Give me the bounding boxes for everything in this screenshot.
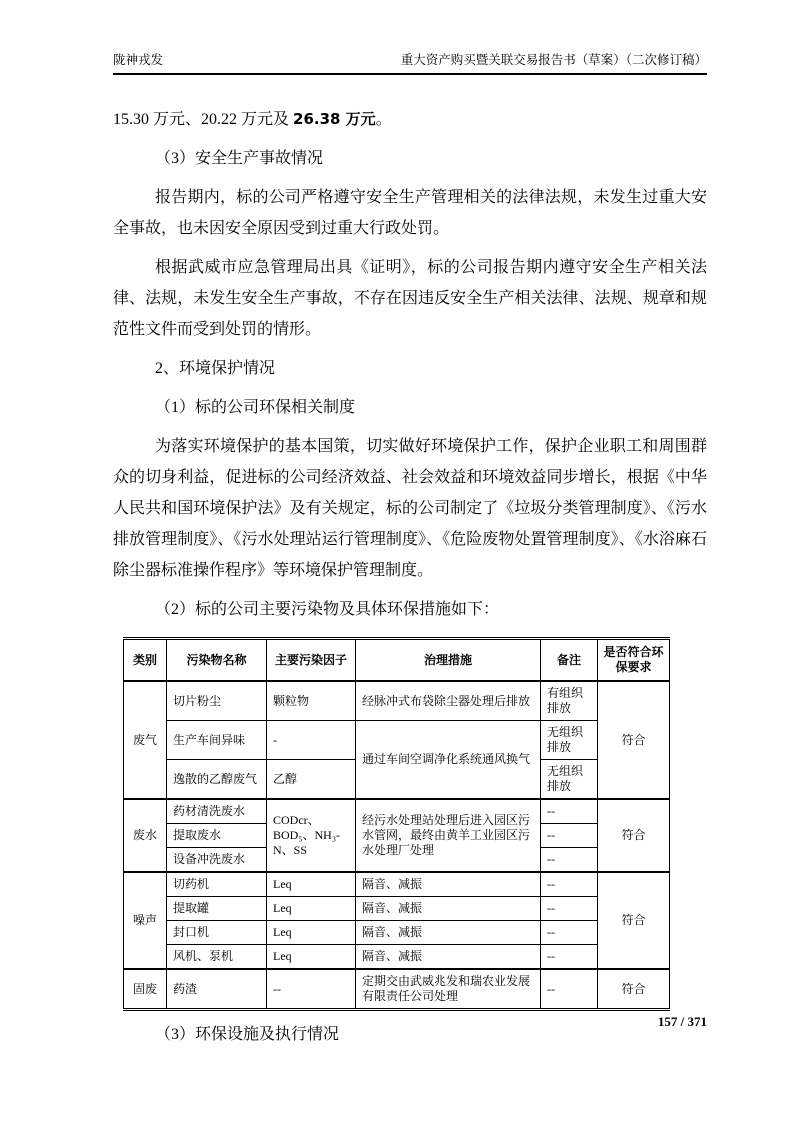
paragraph-amounts	[113, 104, 707, 135]
heading-environment: 2、环境保护情况	[155, 360, 276, 377]
note-cell: --	[541, 824, 598, 848]
pollution-factor-cell: -	[267, 721, 356, 760]
pollutant-name-cell: 切片粉尘	[167, 681, 267, 721]
note-cell: --	[541, 799, 598, 824]
pollutant-name-cell: 药渣	[167, 969, 267, 1010]
amounts-text-post: 。	[375, 111, 392, 128]
treatment-measure-cell: 隔音、减振	[356, 872, 541, 897]
heading-safety-accidents: （3）安全生产事故情况	[155, 150, 324, 167]
pollutant-name-cell: 提取废水	[167, 824, 267, 848]
pollution-factor-cell: 乙醇	[267, 760, 356, 800]
note-cell: 有组织排放	[541, 681, 598, 721]
header-company-name: 陇神戎发	[113, 53, 164, 67]
compliance-cell-solid-waste: 符合	[598, 969, 670, 1010]
heading-pollutants: （2）标的公司主要污染物及具体环保措施如下：	[155, 601, 500, 618]
col-header-compliance: 是否符合环保要求	[598, 639, 670, 682]
pollutant-name-cell: 提取罐	[167, 897, 267, 921]
pollution-factor-cell: Leq	[267, 921, 356, 945]
pollutant-name-cell: 封口机	[167, 921, 267, 945]
note-cell: 无组织排放	[541, 721, 598, 760]
pollutant-name-cell: 生产车间异味	[167, 721, 267, 760]
treatment-measure-cell: 定期交由武威兆发和瑞农业发展有限责任公司处理	[356, 969, 541, 1010]
category-cell-solid-waste: 固废	[124, 969, 167, 1010]
compliance-cell-waste-gas: 符合	[598, 681, 670, 799]
paragraph-safety-2: 根据武威市应急管理局出具《证明》，标的公司报告期内遵守安全生产相关法律、法规，未发生安全生产事故，不存在因违反安全生产相关法律、法规、规章和规范性文件而受到处罚的情形。	[113, 259, 707, 338]
treatment-measure-cell: 隔音、减振	[356, 921, 541, 945]
table-row	[124, 897, 670, 921]
pollutant-table	[123, 637, 670, 1011]
treatment-measure-cell: 隔音、减振	[356, 897, 541, 921]
pollution-factor-cell: --	[267, 969, 356, 1010]
pollutant-name-cell: 切药机	[167, 872, 267, 897]
amounts-bold-value: 26.38 万元	[293, 110, 376, 128]
heading-env-system: （1）标的公司环保相关制度	[155, 399, 356, 416]
note-cell: 无组织排放	[541, 760, 598, 800]
pollution-factor-cell: Leq	[267, 945, 356, 970]
treatment-measure-cell: 经脉冲式布袋除尘器处理后排放	[356, 681, 541, 721]
note-cell: --	[541, 897, 598, 921]
treatment-measure-cell: 通过车间空调净化系统通风换气	[356, 721, 541, 800]
header-report-title: 重大资产购买暨关联交易报告书（草案）（二次修订稿）	[400, 53, 707, 67]
table-row	[124, 921, 670, 945]
page-number: 157 / 371	[657, 1014, 707, 1029]
table-row	[124, 721, 670, 760]
paragraph-safety-1: 报告期内，标的公司严格遵守安全生产管理相关的法律法规，未发生过重大安全事故，也未因安全原因受到过重大行政处罚。	[113, 189, 707, 237]
col-header-note: 备注	[541, 639, 598, 682]
compliance-cell-noise: 符合	[598, 872, 670, 969]
col-header-category: 类别	[124, 639, 167, 682]
amounts-text-pre: 15.30 万元、20.22 万元及	[113, 111, 294, 128]
table-row	[124, 799, 670, 824]
category-cell-noise: 噪声	[124, 872, 167, 969]
heading-facilities: （3）环保设施及执行情况	[155, 1026, 340, 1043]
note-cell: --	[541, 969, 598, 1010]
category-cell-waste-water: 废水	[124, 799, 167, 872]
document-body	[113, 96, 707, 1050]
treatment-measure-cell: 隔音、减振	[356, 945, 541, 970]
compliance-cell-waste-water: 符合	[598, 799, 670, 872]
running-header	[113, 50, 707, 75]
pollution-factor-cell: Leq	[267, 872, 356, 897]
category-cell-waste-gas: 废气	[124, 681, 167, 799]
treatment-measure-cell: 经污水处理站处理后进入园区污水管网，最终由黄羊工业园区污水处理厂处理	[356, 799, 541, 872]
col-header-treatment-measure: 治理措施	[356, 639, 541, 682]
note-cell: --	[541, 872, 598, 897]
table-header-row	[124, 639, 670, 682]
pollutant-name-cell: 逸散的乙醇废气	[167, 760, 267, 800]
note-cell: --	[541, 848, 598, 873]
pollution-factor-cell: 颗粒物	[267, 681, 356, 721]
table-row	[124, 969, 670, 1010]
table-row	[124, 872, 670, 897]
pollution-factor-cell: CODcr、BOD₅、NH₃-N、SS	[267, 799, 356, 872]
note-cell: --	[541, 945, 598, 970]
col-header-pollution-factor: 主要污染因子	[267, 639, 356, 682]
col-header-pollutant-name: 污染物名称	[167, 639, 267, 682]
note-cell: --	[541, 921, 598, 945]
pollutant-name-cell: 设备冲洗废水	[167, 848, 267, 873]
table-row	[124, 681, 670, 721]
paragraph-env-policy: 为落实环境保护的基本国策，切实做好环境保护工作，保护企业职工和周围群众的切身利益，促进标的公司经济效益、社会效益和环境效益同步增长，根据《中华人民共和国环境保护法》及有关规定，标的公司制定了《垃圾分类管理制度》、《污水排放管理制度》、《污水处理站运行管理制度》、《危险废物处置管理制度》、《水浴麻石除尘器标准操作程序》等环境保护管理制度。	[113, 438, 707, 579]
pollutant-name-cell: 药材清洗废水	[167, 799, 267, 824]
pollutant-name-cell: 风机、泵机	[167, 945, 267, 970]
table-row	[124, 945, 670, 970]
pollution-factor-cell: Leq	[267, 897, 356, 921]
